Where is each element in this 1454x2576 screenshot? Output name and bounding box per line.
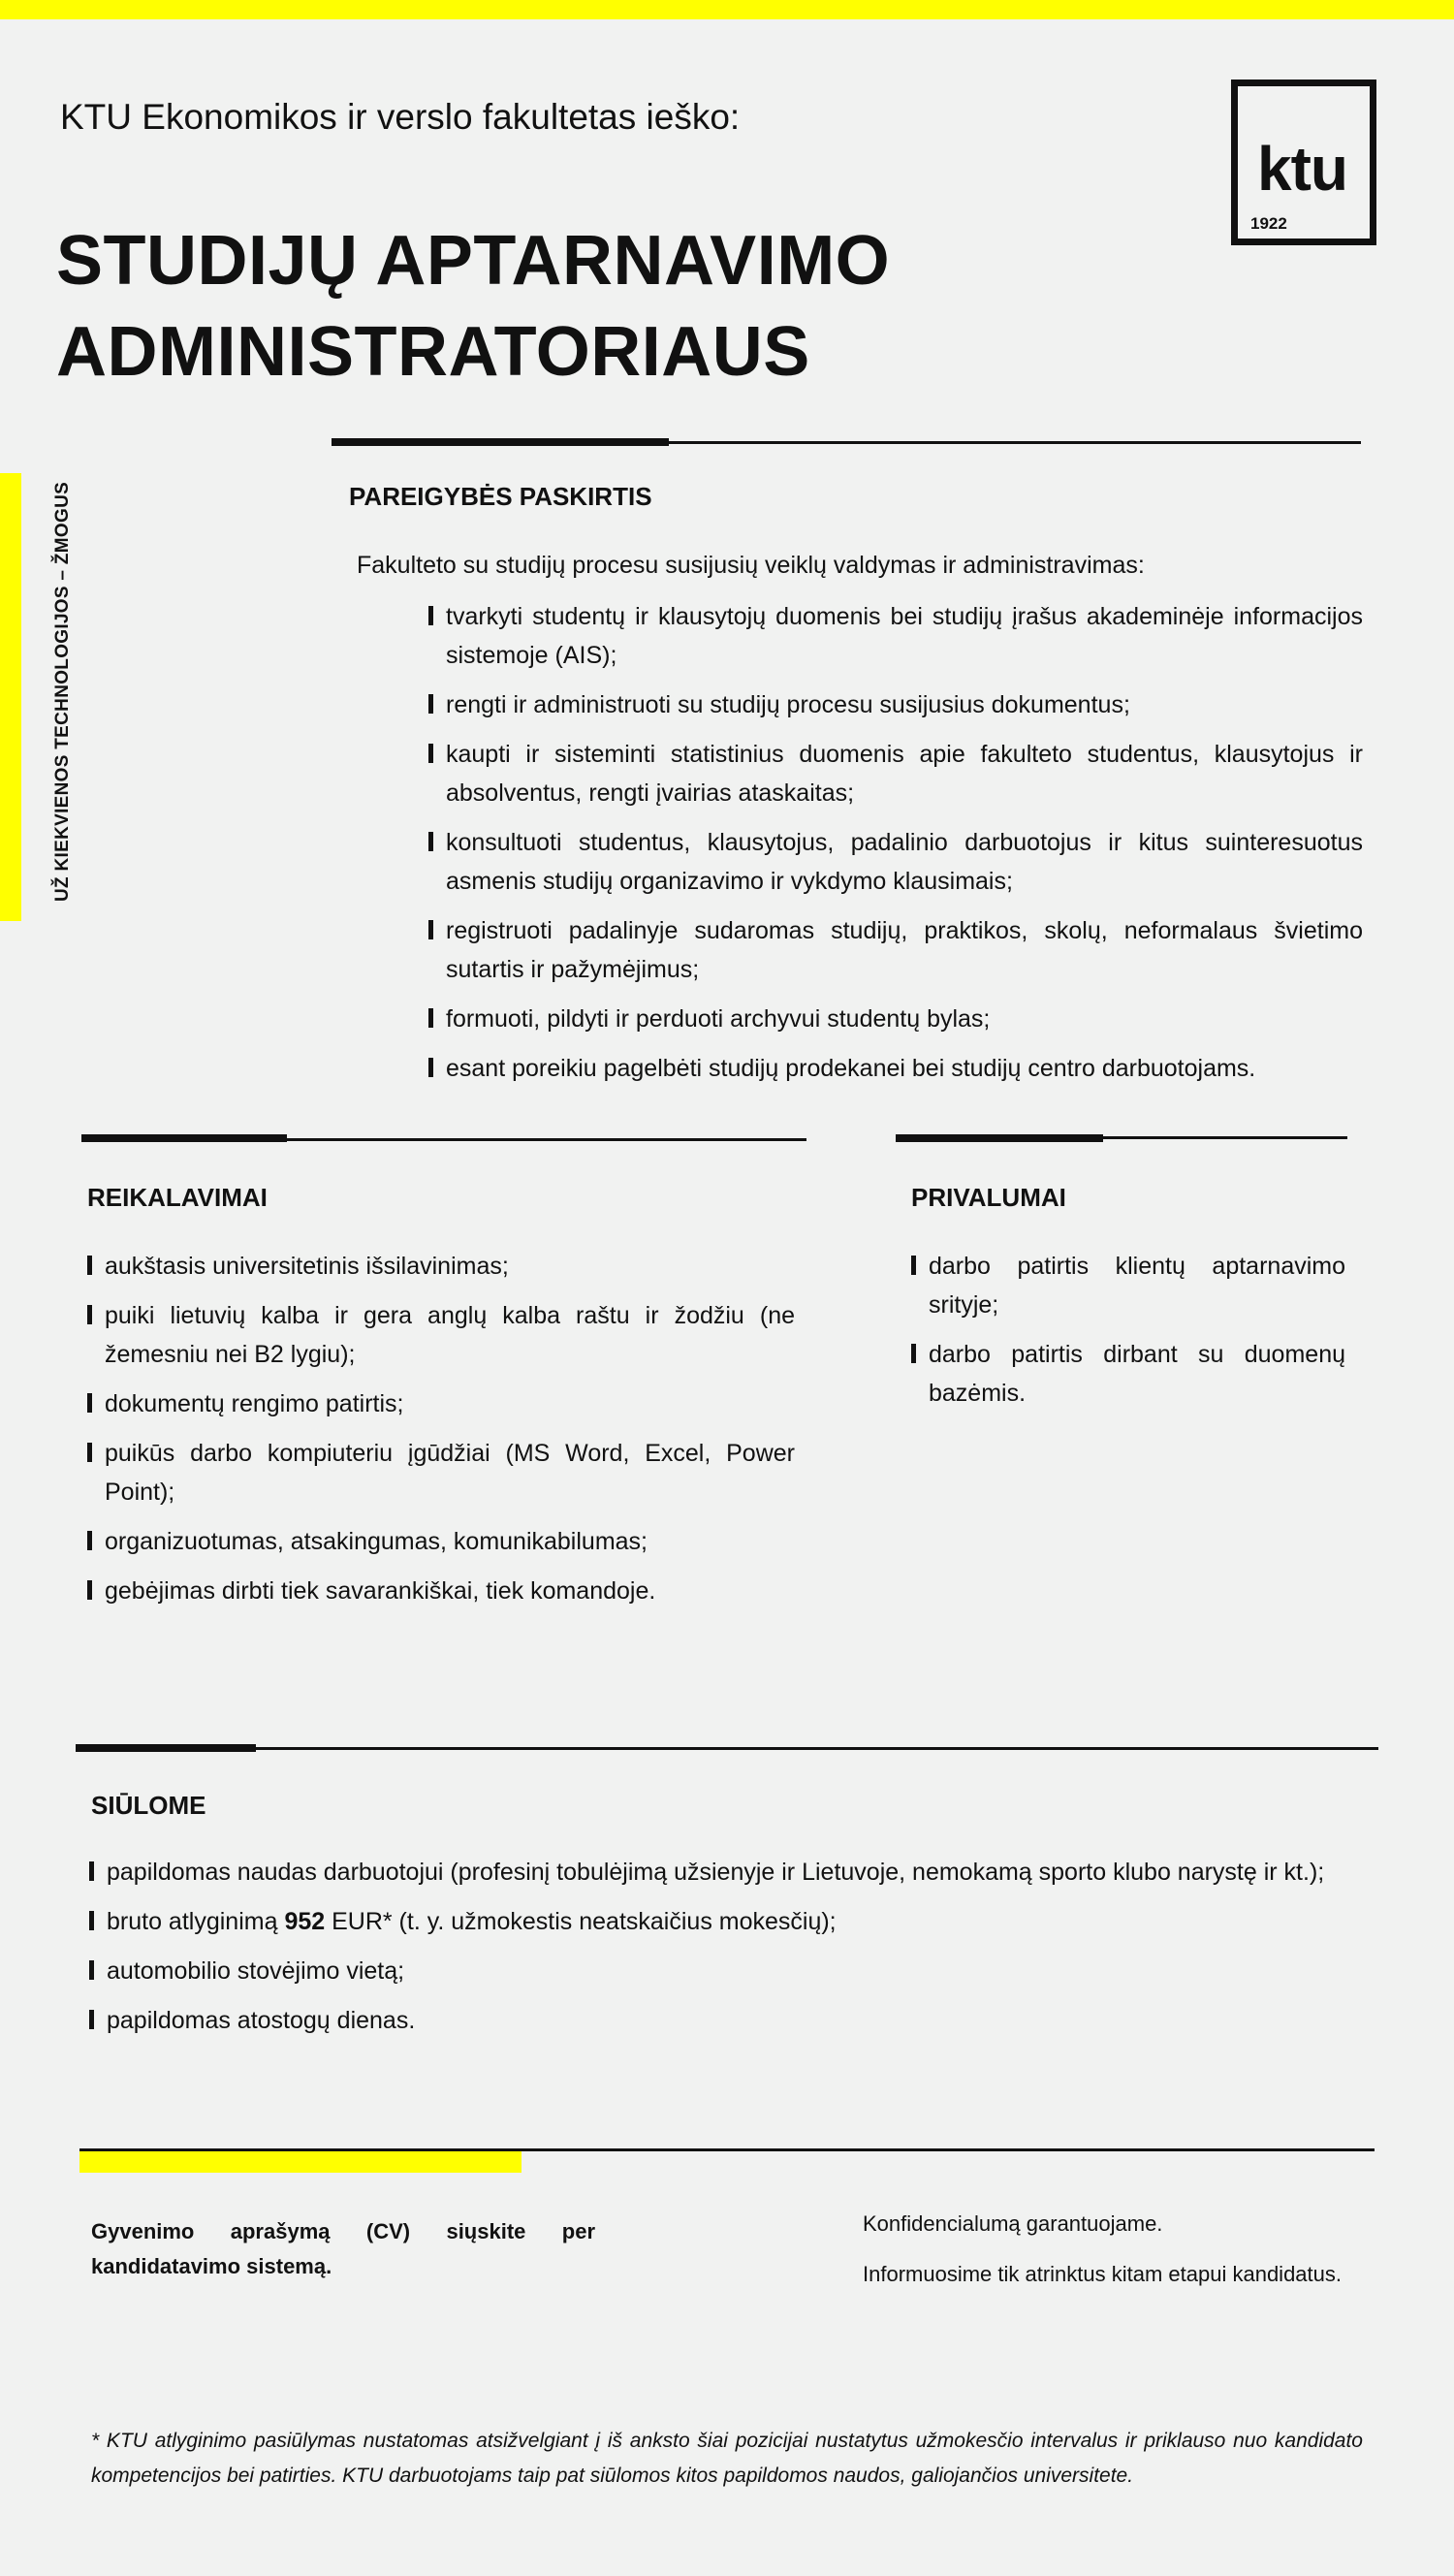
list-item: dokumentų rengimo patirtis; bbox=[87, 1384, 795, 1423]
top-yellow-bar bbox=[0, 0, 1454, 19]
offer-title: SIŪLOME bbox=[91, 1791, 206, 1820]
salary-prefix: bruto atlyginimą bbox=[107, 1908, 285, 1935]
requirements-title: REIKALAVIMAI bbox=[87, 1183, 268, 1212]
duties-title: PAREIGYBĖS PASKIRTIS bbox=[349, 482, 652, 511]
logo-year: 1922 bbox=[1250, 214, 1287, 233]
duties-lead: Fakulteto su studijų procesu susijusių veiklų valdymas ir administravimas: bbox=[357, 552, 1145, 579]
side-yellow-bar bbox=[0, 473, 21, 921]
salary-amount: 952 bbox=[284, 1908, 326, 1935]
slogan-vertical: UŽ KIEKVIENOS TECHNOLOGIJOS – ŽMOGUS bbox=[52, 481, 73, 902]
list-item: automobilio stovėjimo vietą; bbox=[89, 1952, 1388, 1990]
list-item: puikūs darbo kompiuteriu įgūdžiai (MS Word, Excel, Power Point); bbox=[87, 1434, 795, 1511]
list-item: papildomas naudas darbuotojui (profesinį tobulėjimą užsienyje ir Lietuvoje, nemokamą sporto klubo narystę ir kt.); bbox=[89, 1853, 1388, 1892]
inform-text: Informuosime tik atrinktus kitam etapui kandidatus. bbox=[863, 2262, 1343, 2286]
list-item: organizuotumas, atsakingumas, komunikabilumas; bbox=[87, 1522, 795, 1561]
offer-rule-accent bbox=[76, 1744, 256, 1752]
list-item: konsultuoti studentus, klausytojus, padalinio darbuotojus ir kitus suinteresuotus asmenis studijų organizavimo ir vykdymo klausimais; bbox=[428, 823, 1363, 901]
duties-rule-accent bbox=[332, 438, 669, 446]
offer-list bbox=[89, 1853, 1388, 2051]
list-item: kaupti ir sisteminti statistinius duomenis apie fakulteto studentus, klausytojus ir absolventus, rengti įvairias ataskaitas; bbox=[428, 735, 1363, 812]
list-item: formuoti, pildyti ir perduoti archyvui studentų bylas; bbox=[428, 1000, 1363, 1038]
list-item: esant poreikiu pagelbėti studijų prodekanei bei studijų centro darbuotojams. bbox=[428, 1049, 1363, 1088]
page-title bbox=[56, 215, 890, 398]
list-item: tvarkyti studentų ir klausytojų duomenis bei studijų įrašus akademinėje informacijos sistemoje (AIS); bbox=[428, 597, 1363, 675]
logo-word: ktu bbox=[1257, 134, 1347, 204]
list-item: darbo patirtis klientų aptarnavimo srityje; bbox=[911, 1247, 1345, 1324]
offer-rule bbox=[76, 1747, 1378, 1750]
contact-yellow-strip bbox=[79, 2151, 522, 2173]
ktu-logo bbox=[1231, 80, 1376, 245]
intro-text: KTU Ekonomikos ir verslo fakultetas ieško: bbox=[60, 97, 741, 137]
footnote: * KTU atlyginimo pasiūlymas nustatomas atsižvelgiant į iš anksto šiai pozicijai nustatytus užmokesčio intervalus ir priklauso nuo kandidato kompetencijos bei patirties. KTU darbuotojams taip pat siūlomos kitos papildomos naudos, galiojančios universitete. bbox=[91, 2430, 1363, 2487]
advantages-rule-accent bbox=[896, 1134, 1103, 1142]
advantages-list bbox=[911, 1247, 1345, 1423]
list-item: papildomas atostogų dienas. bbox=[89, 2001, 1388, 2040]
requirements-rule-accent bbox=[81, 1134, 287, 1142]
duties-list bbox=[428, 597, 1363, 1098]
list-item: gebėjimas dirbti tiek savarankiškai, tiek komandoje. bbox=[87, 1572, 795, 1610]
list-item: registruoti padalinyje sudaromas studijų, praktikos, skolų, neformalaus švietimo sutartis ir pažymėjimus; bbox=[428, 911, 1363, 989]
title-line-1: STUDIJŲ APTARNAVIMO bbox=[56, 222, 891, 300]
apply-text: Gyvenimo aprašymą (CV) siųskite per kandidatavimo sistemą. bbox=[91, 2219, 595, 2278]
confidentiality-text: Konfidencialumą garantuojame. bbox=[863, 2211, 1163, 2236]
list-item: rengti ir administruoti su studijų procesu susijusius dokumentus; bbox=[428, 685, 1363, 724]
list-item: aukštasis universitetinis išsilavinimas; bbox=[87, 1247, 795, 1286]
list-item: darbo patirtis dirbant su duomenų bazėmis. bbox=[911, 1335, 1345, 1413]
advantages-title: PRIVALUMAI bbox=[911, 1183, 1066, 1212]
requirements-list bbox=[87, 1247, 795, 1621]
title-line-2: ADMINISTRATORIAUS bbox=[56, 313, 810, 391]
list-item-salary bbox=[89, 1902, 1388, 1941]
salary-suffix: EUR* (t. y. užmokestis neatskaičius mokesčių); bbox=[325, 1908, 837, 1935]
list-item: puiki lietuvių kalba ir gera anglų kalba raštu ir žodžiu (ne žemesniu nei B2 lygiu); bbox=[87, 1296, 795, 1374]
